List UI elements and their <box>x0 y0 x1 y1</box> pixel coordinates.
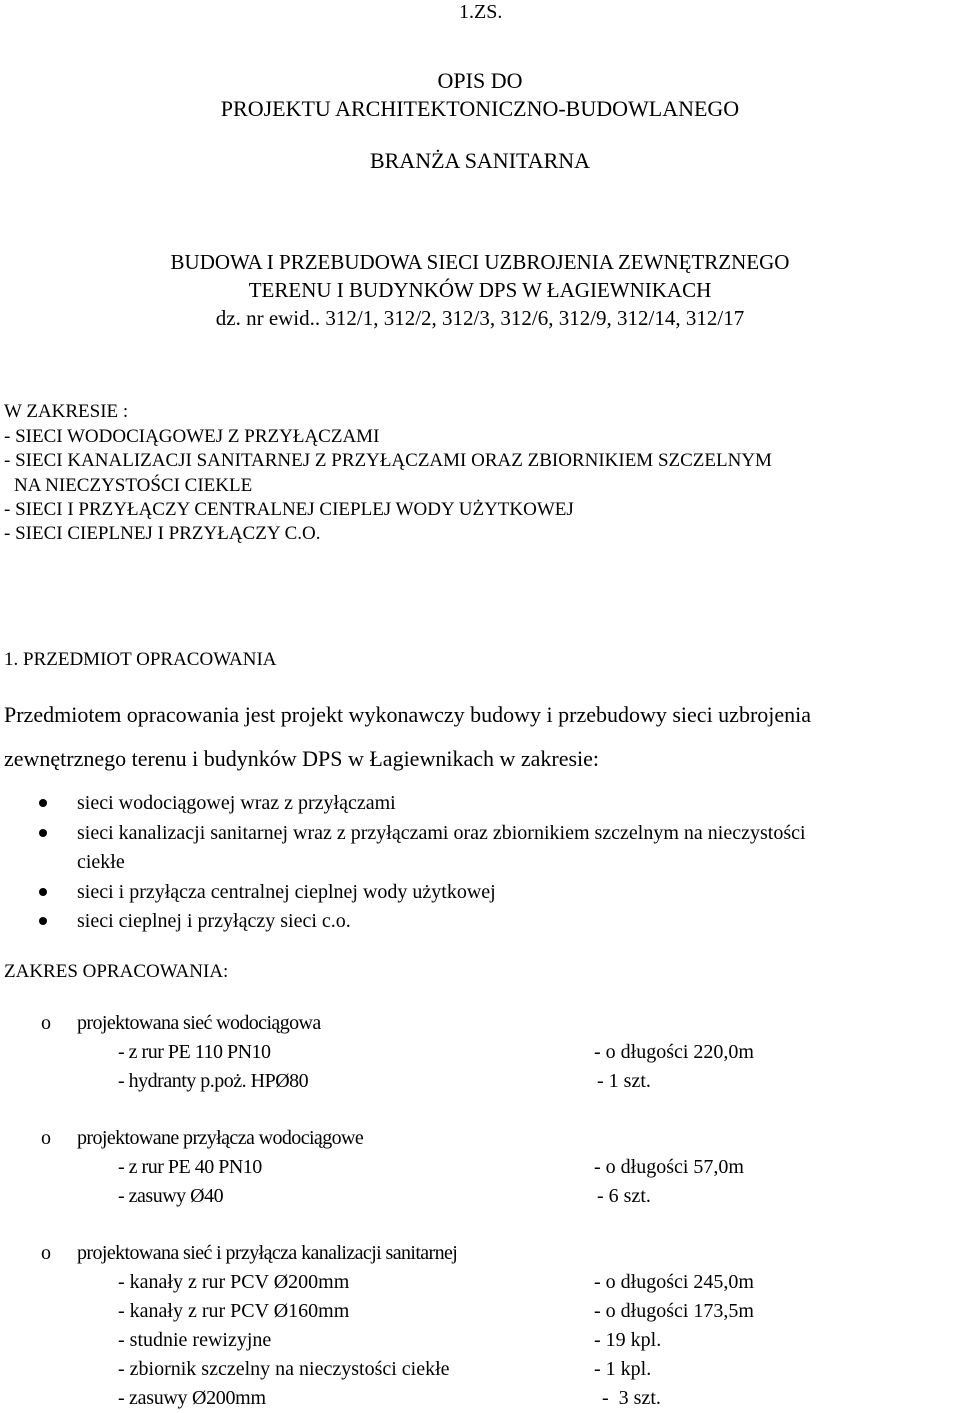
zakres-row-value: - 1 szt. <box>597 1070 651 1092</box>
zakres-row-value: - 1 kpl. <box>594 1358 652 1380</box>
bullet-icon <box>39 799 47 807</box>
scope-item: - SIECI I PRZYŁĄCZY CENTRALNEJ CIEPLEJ WODY UŻYTKOWEJ <box>4 499 574 520</box>
zakres-row-item: - kanały z rur PCV Ø200mm <box>118 1271 350 1293</box>
zakres-group-title: projektowane przyłącza wodociągowe <box>77 1127 364 1149</box>
doc-title-line2: PROJEKTU ARCHITEKTONICZNO-BUDOWLANEGO <box>220 96 740 121</box>
scope-label: W ZAKRESIE : <box>4 401 129 422</box>
zakres-row-value: - o długości 245,0m <box>594 1271 754 1293</box>
zakres-row-item: - kanały z rur PCV Ø160mm <box>118 1300 350 1322</box>
zakres-row-item: - z rur PE 40 PN10 <box>118 1156 262 1178</box>
page-code: 1.ZS. <box>459 1 503 23</box>
zakres-group-title: projektowana sieć i przyłącza kanalizacji sanitarnej <box>77 1242 458 1264</box>
zakres-row-item: - studnie rewizyjne <box>118 1329 272 1351</box>
section1-bullet-item: sieci cieplnej i przyłączy sieci c.o. <box>77 910 351 932</box>
zakres-row-item: - z rur PE 110 PN10 <box>118 1041 271 1063</box>
zakres-row-item: - zbiornik szczelny na nieczystości ciekłe <box>118 1358 450 1380</box>
zakres-row-value: - 19 kpl. <box>594 1329 662 1351</box>
zakres-row-value: - 6 szt. <box>597 1185 651 1207</box>
scope-item: NA NIECZYSTOŚCI CIEKLE <box>14 475 253 496</box>
scope-item: - SIECI CIEPLNEJ I PRZYŁĄCZY C.O. <box>4 523 321 544</box>
zakres-group-title: projektowana sieć wodociągowa <box>77 1012 321 1034</box>
circle-marker: o <box>41 1242 51 1264</box>
doc-title-line1: OPIS DO <box>437 68 523 93</box>
zakres-row-item: - zasuwy Ø200mm <box>118 1387 266 1409</box>
bullet-icon <box>39 829 47 837</box>
section1-bullet-item: sieci wodociągowej wraz z przyłączami <box>77 792 396 814</box>
bullet-icon <box>39 888 47 896</box>
zakres-heading: ZAKRES OPRACOWANIA: <box>4 961 229 982</box>
circle-marker: o <box>41 1127 51 1149</box>
zakres-row-value: - o długości 173,5m <box>594 1300 754 1322</box>
section1-bullet-continuation: ciekłe <box>77 851 125 873</box>
section1-paragraph-line2: zewnętrznego terenu i budynków DPS w Łagiewnikach w zakresie: <box>4 746 600 771</box>
zakres-row-value: - o długości 220,0m <box>594 1041 754 1063</box>
scope-item: - SIECI KANALIZACJI SANITARNEJ Z PRZYŁĄCZAMI ORAZ ZBIORNIKIEM SZCZELNYM <box>4 450 772 471</box>
bullet-icon <box>39 917 47 925</box>
subject-line2: TERENU I BUDYNKÓW DPS W ŁAGIEWNIKACH <box>248 278 712 302</box>
section1-bullet-item: sieci i przyłącza centralnej cieplnej wody użytkowej <box>77 881 496 903</box>
zakres-row-item: - hydranty p.poż. HPØ80 <box>118 1070 309 1092</box>
zakres-row-item: - zasuwy Ø40 <box>118 1185 224 1207</box>
zakres-row-value: - o długości 57,0m <box>594 1156 744 1178</box>
section1-bullet-item: sieci kanalizacji sanitarnej wraz z przyłączami oraz zbiornikiem szczelnym na nieczystości <box>77 822 806 844</box>
section1-heading: 1. PRZEDMIOT OPRACOWANIA <box>4 649 277 670</box>
subject-line1: BUDOWA I PRZEBUDOWA SIECI UZBROJENIA ZEWNĘTRZNEGO <box>170 250 790 274</box>
circle-marker: o <box>41 1012 51 1034</box>
zakres-row-value: - 3 szt. <box>597 1387 661 1409</box>
subject-line3: dz. nr ewid.. 312/1, 312/2, 312/3, 312/6, 312/9, 312/14, 312/17 <box>215 306 745 330</box>
scope-item: - SIECI WODOCIĄGOWEJ Z PRZYŁĄCZAMI <box>4 426 380 447</box>
section1-paragraph-line1: Przedmiotem opracowania jest projekt wykonawczy budowy i przebudowy sieci uzbrojenia <box>4 702 812 727</box>
doc-branch: BRANŻA SANITARNA <box>369 148 591 173</box>
